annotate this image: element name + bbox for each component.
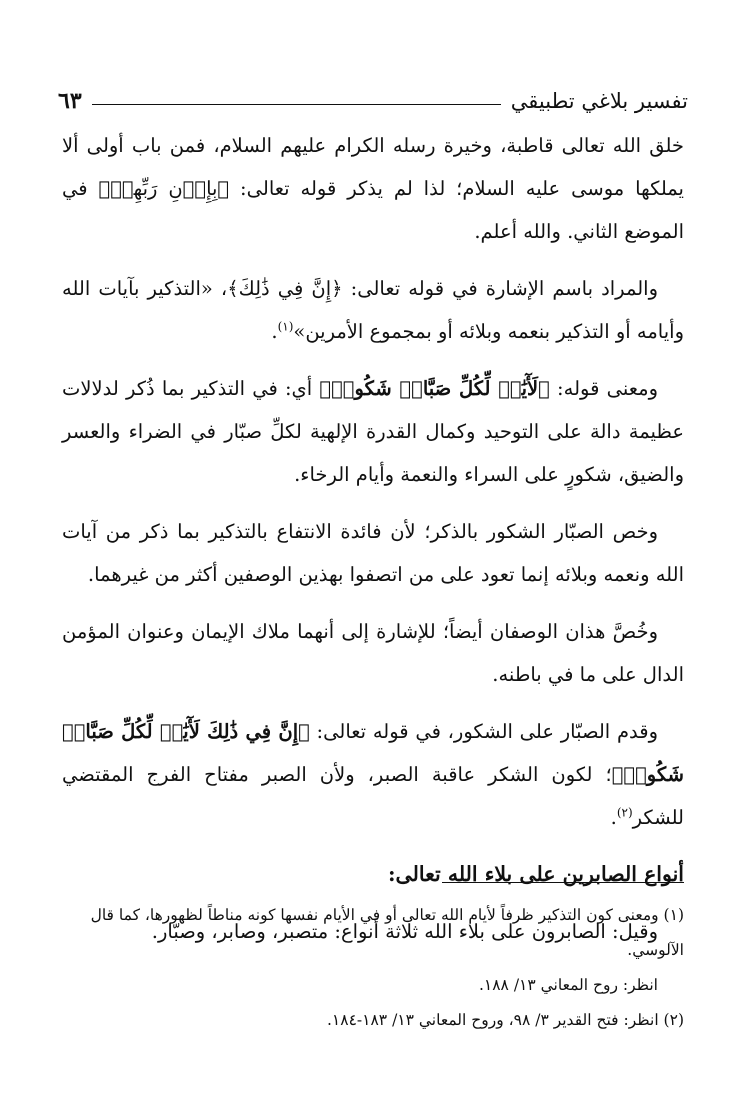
header-title: تفسير بلاغي تطبيقي [510, 89, 688, 113]
paragraph-6-end: . [610, 806, 617, 829]
page-number: ٦٣ [58, 88, 82, 114]
paragraph-2-text: والمراد باسم الإشارة في قوله تعالى: ﴿إِنَّ فِي ذَٰلِكَ﴾، «التذكير بآيات الله وأيامه أو التذكير بنعمه وبلائه أو بمجموع الأمرين» [62, 277, 684, 343]
footnote-2: (٢) انظر: فتح القدير ٣/ ٩٨، وروح المعاني ١٣/ ١٨٣-١٨٤. [326, 1011, 684, 1029]
footnote-1-source: انظر: روح المعاني ١٣/ ١٨٨. [478, 976, 658, 994]
footnote-separator [442, 882, 684, 883]
quran-verse: ﴿لَأٓيَٰتٖ لِّكُلِّ صَبَّارٖ شَكُورٖ﴾ [319, 377, 550, 400]
paragraph-6-lead: وقدم الصبّار على الشكور، في قوله تعالى: [309, 720, 658, 743]
paragraph-7: وقيل: الصابرون على بلاء الله ثلاثة أنواع: متصبر، وصابر، وصبّار. [151, 920, 658, 943]
paragraph-3 [62, 367, 684, 496]
main-text [62, 124, 684, 967]
footnote-ref-2: (٢) [616, 805, 633, 820]
paragraph-2 [62, 267, 684, 353]
footnote-1: (١) ومعنى كون التذكير ظرفاً لأيام الله تعالى أو في الأيام نفسها كونه مناطاً لظهورها، كما قال الآلوسي. [90, 906, 684, 959]
paragraph-4: وخص الصبّار الشكور بالذكر؛ لأن فائدة الانتفاع بالتذكير بما ذكر من آيات الله ونعمه وبلائه إنما تعود على من اتصفوا بهذين الوصفين أكثر من غيرهما. [62, 520, 684, 586]
paragraph-6 [62, 710, 684, 839]
footnotes [62, 898, 684, 1038]
paragraph-5: وخُصَّ هذان الوصفان أيضاً؛ للإشارة إلى أنهما ملاك الإيمان وعنوان المؤمن الدال على ما في باطنه. [62, 620, 684, 686]
footnote-ref-1: (١) [277, 319, 294, 334]
paragraph-3-lead: ومعنى قوله: [549, 377, 658, 400]
section-heading: أنواع الصابرين على بلاء الله تعالى: [387, 862, 684, 886]
quran-verse: ﴿إِنَّ فِي ذَٰلِكَ لَأٓيَٰتٖ لِّكُلِّ صَبَّارٖ شَكُورٖ﴾ [62, 720, 684, 786]
paragraph-3-text: أي: في التذكير بما ذُكر لدلالات عظيمة دالة على التوحيد وكمال القدرة الإلهية لكلِّ صبّار في الضراء والعسر والضيق، شكورٍ على السراء والنعمة وأيام الرخاء. [62, 377, 684, 486]
running-header [58, 86, 688, 116]
paragraph-6-text: ؛ لكون الشكر عاقبة الصبر، ولأن الصبر مفتاح الفرج المقتضي للشكر [62, 763, 684, 829]
paragraph-1: خلق الله تعالى قاطبة، وخيرة رسله الكرام عليهم السلام، فمن باب أولى ألا يملكها موسى عليه السلام؛ لذا لم يذكر قوله تعالى: ﴿بِإِذۡنِ رَبِّهِمۡ﴾ في الموضع الثاني. والله أعلم. [62, 134, 684, 243]
paragraph-2-end: . [271, 320, 278, 343]
header-rule [92, 104, 501, 105]
